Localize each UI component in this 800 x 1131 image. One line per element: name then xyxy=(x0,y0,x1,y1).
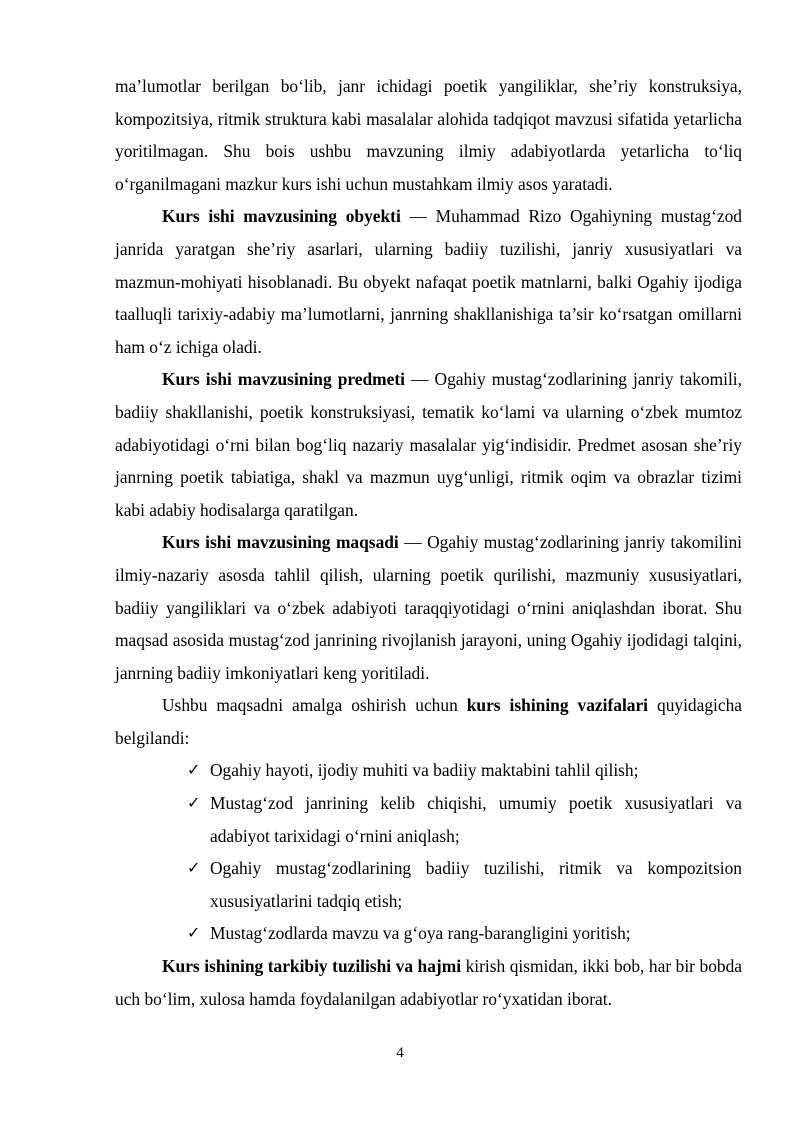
predmet-text: — Ogahiy mustag‘zodlarining janriy takomili, badiiy shakllanishi, poetik konstruksiyasi, tematik ko‘lami va ularning o‘zbek mumtoz adabiyotidagi o‘rni bilan bog‘liq nazariy masalalar yig‘indisidir. Predmet asosan she’riy janrning poetik tabiatiga, shakl va mazmun uyg‘unligi, ritmik oqim va obrazlar tizimi kabi adabiy hodisalarga qaratilgan. xyxy=(115,369,742,520)
paragraph-tarkib xyxy=(115,950,742,1015)
page-body xyxy=(115,70,742,1015)
tarkib-heading: Kurs ishining tarkibiy tuzilishi va hajmi xyxy=(162,956,462,977)
task-text: Ogahiy hayoti, ijodiy muhiti va badiiy maktabini tahlil qilish; xyxy=(210,760,639,781)
paragraph-intro: ma’lumotlar berilgan bo‘lib, janr ichidagi poetik yangiliklar, she’riy konstruksiya, kompozitsiya, ritmik struktura kabi masalalar alohida tadqiqot mavzusi sifatida yetarlicha yoritilmagan. Shu bois ushbu mavzuning ilmiy adabiyotlarda yetarlicha to‘liq o‘rganilmagani mazkur kurs ishi uchun mustahkam ilmiy asos yaratadi. xyxy=(115,76,742,194)
task-list xyxy=(115,754,742,950)
check-icon: ✓ xyxy=(187,923,201,943)
maqsad-heading: Kurs ishi mavzusining maqsadi xyxy=(162,532,399,553)
task-text: Mustag‘zodlarda mavzu va g‘oya rang-barangligini yoritish; xyxy=(210,923,631,944)
check-icon: ✓ xyxy=(187,858,201,878)
list-item xyxy=(187,754,742,787)
obyekt-text: — Muhammad Rizo Ogahiyning mustag‘zod janrida yaratgan she’riy asarlari, ularning badiiy tuzilishi, janriy xususiyatlari va mazmun-mohiyati hisoblanadi. Bu obyekt nafaqat poetik matnlarni, balki Ogahiy ijodiga taalluqli tarixiy-adabiy ma’lumotlarni, janrning shakllanishiga ta’sir ko‘rsatgan omillarni ham o‘z ichiga oladi. xyxy=(115,206,743,357)
tarkib-text: kirish qismidan, ikki bob, har bir bobda uch bo‘lim, xulosa hamda foydalanilgan adabiyotlar ro‘yxatidan iborat. xyxy=(115,956,743,1009)
maqsad-text: — Ogahiy mustag‘zodlarining janriy takomilini ilmiy-nazariy asosda tahlil qilish, ularning poetik qurilishi, mazmuniy xususiyatlari, badiiy yangiliklari va o‘zbek adabiyoti taraqqiyotidagi o‘rnini aniqlashdan iborat. Shu maqsad asosida mustag‘zod janrining rivojlanish jarayoni, uning Ogahiy ijodidagi talqini, janrning badiiy imkoniyatlari keng yoritiladi. xyxy=(115,532,742,683)
paragraph-vazifalar xyxy=(115,689,742,754)
list-item xyxy=(187,917,742,950)
check-icon: ✓ xyxy=(187,760,201,780)
paragraph-maqsad xyxy=(115,526,742,689)
check-icon: ✓ xyxy=(187,793,201,813)
obyekt-heading: Kurs ishi mavzusining obyekti xyxy=(162,206,401,227)
paragraph-obyekt xyxy=(115,200,742,363)
vazifa-post-text: quyidagicha belgilandi: xyxy=(115,695,743,748)
vazifa-pre-text: Ushbu maqsadni amalga oshirish uchun xyxy=(162,695,467,716)
list-item xyxy=(187,852,742,917)
predmet-heading: Kurs ishi mavzusining predmeti xyxy=(162,369,405,390)
vazifalar-heading: kurs ishining vazifalari xyxy=(466,695,649,716)
page-number: 4 xyxy=(396,1045,404,1061)
list-item xyxy=(187,787,742,852)
task-text: Ogahiy mustag‘zodlarining badiiy tuzilishi, ritmik va kompozitsion xususiyatlarini tadqiq etish; xyxy=(210,858,742,911)
paragraph-predmet xyxy=(115,363,742,526)
task-text: Mustag‘zod janrining kelib chiqishi, umumiy poetik xususiyatlari va adabiyot tarixidagi o‘rnini aniqlash; xyxy=(210,793,742,846)
